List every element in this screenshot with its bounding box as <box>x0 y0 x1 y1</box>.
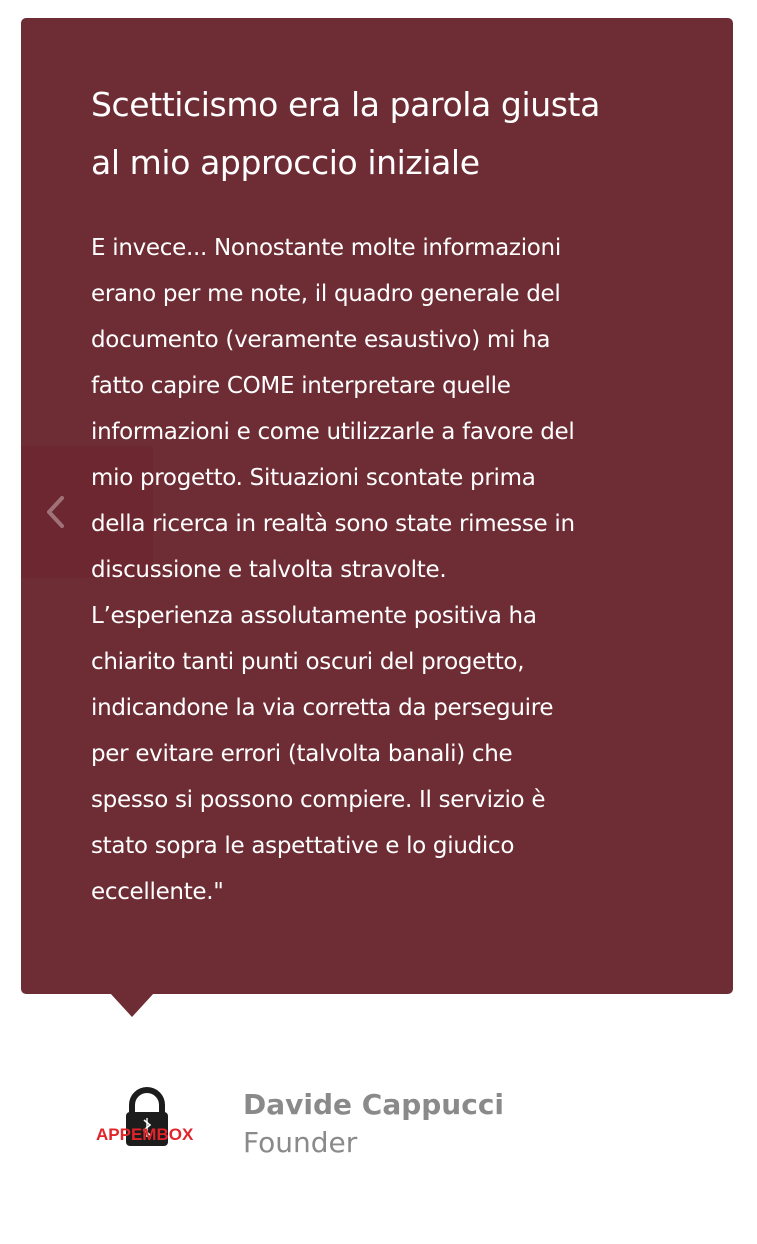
testimonial-body-line: per evitare errori (talvolta banali) che <box>91 741 513 767</box>
testimonial-title <box>91 76 691 192</box>
testimonial-body <box>91 225 681 915</box>
testimonial-body-line: E invece... Nonostante molte informazioni <box>91 235 561 261</box>
author-company-logo <box>92 1084 202 1154</box>
testimonial-body-line: informazioni e come utilizzarle a favore del <box>91 419 575 445</box>
chevron-left-icon <box>45 495 65 529</box>
testimonial-body-line: discussione e talvolta stravolte. <box>91 557 447 583</box>
testimonial-body-line: L’esperienza assolutamente positiva ha <box>91 603 537 629</box>
testimonial-body-line: stato sopra le aspettative e lo giudico <box>91 833 515 859</box>
testimonial-body-line: mio progetto. Situazioni scontate prima <box>91 465 536 491</box>
testimonial-title-line: Scetticismo era la parola giusta <box>91 85 600 124</box>
logo-wordmark: APPEMBOX <box>96 1125 194 1144</box>
testimonial-title-line: al mio approccio iniziale <box>91 143 480 182</box>
testimonial-body-line: della ricerca in realtà sono state rimesse in <box>91 511 575 537</box>
testimonial-body-line: fatto capire COME interpretare quelle <box>91 373 511 399</box>
testimonial-body-line: indicandone la via corretta da perseguire <box>91 695 554 721</box>
testimonial-pointer <box>110 993 154 1017</box>
author-role: Founder <box>243 1126 358 1159</box>
testimonial-body-line: eccellente." <box>91 879 224 905</box>
testimonial-body-line: chiarito tanti punti oscuri del progetto, <box>91 649 525 675</box>
testimonial-body-line: erano per me note, il quadro generale del <box>91 281 561 307</box>
author-name: Davide Cappucci <box>243 1088 505 1121</box>
testimonial-body-line: documento (veramente esaustivo) mi ha <box>91 327 551 353</box>
testimonial-body-line: spesso si possono compiere. Il servizio è <box>91 787 546 813</box>
